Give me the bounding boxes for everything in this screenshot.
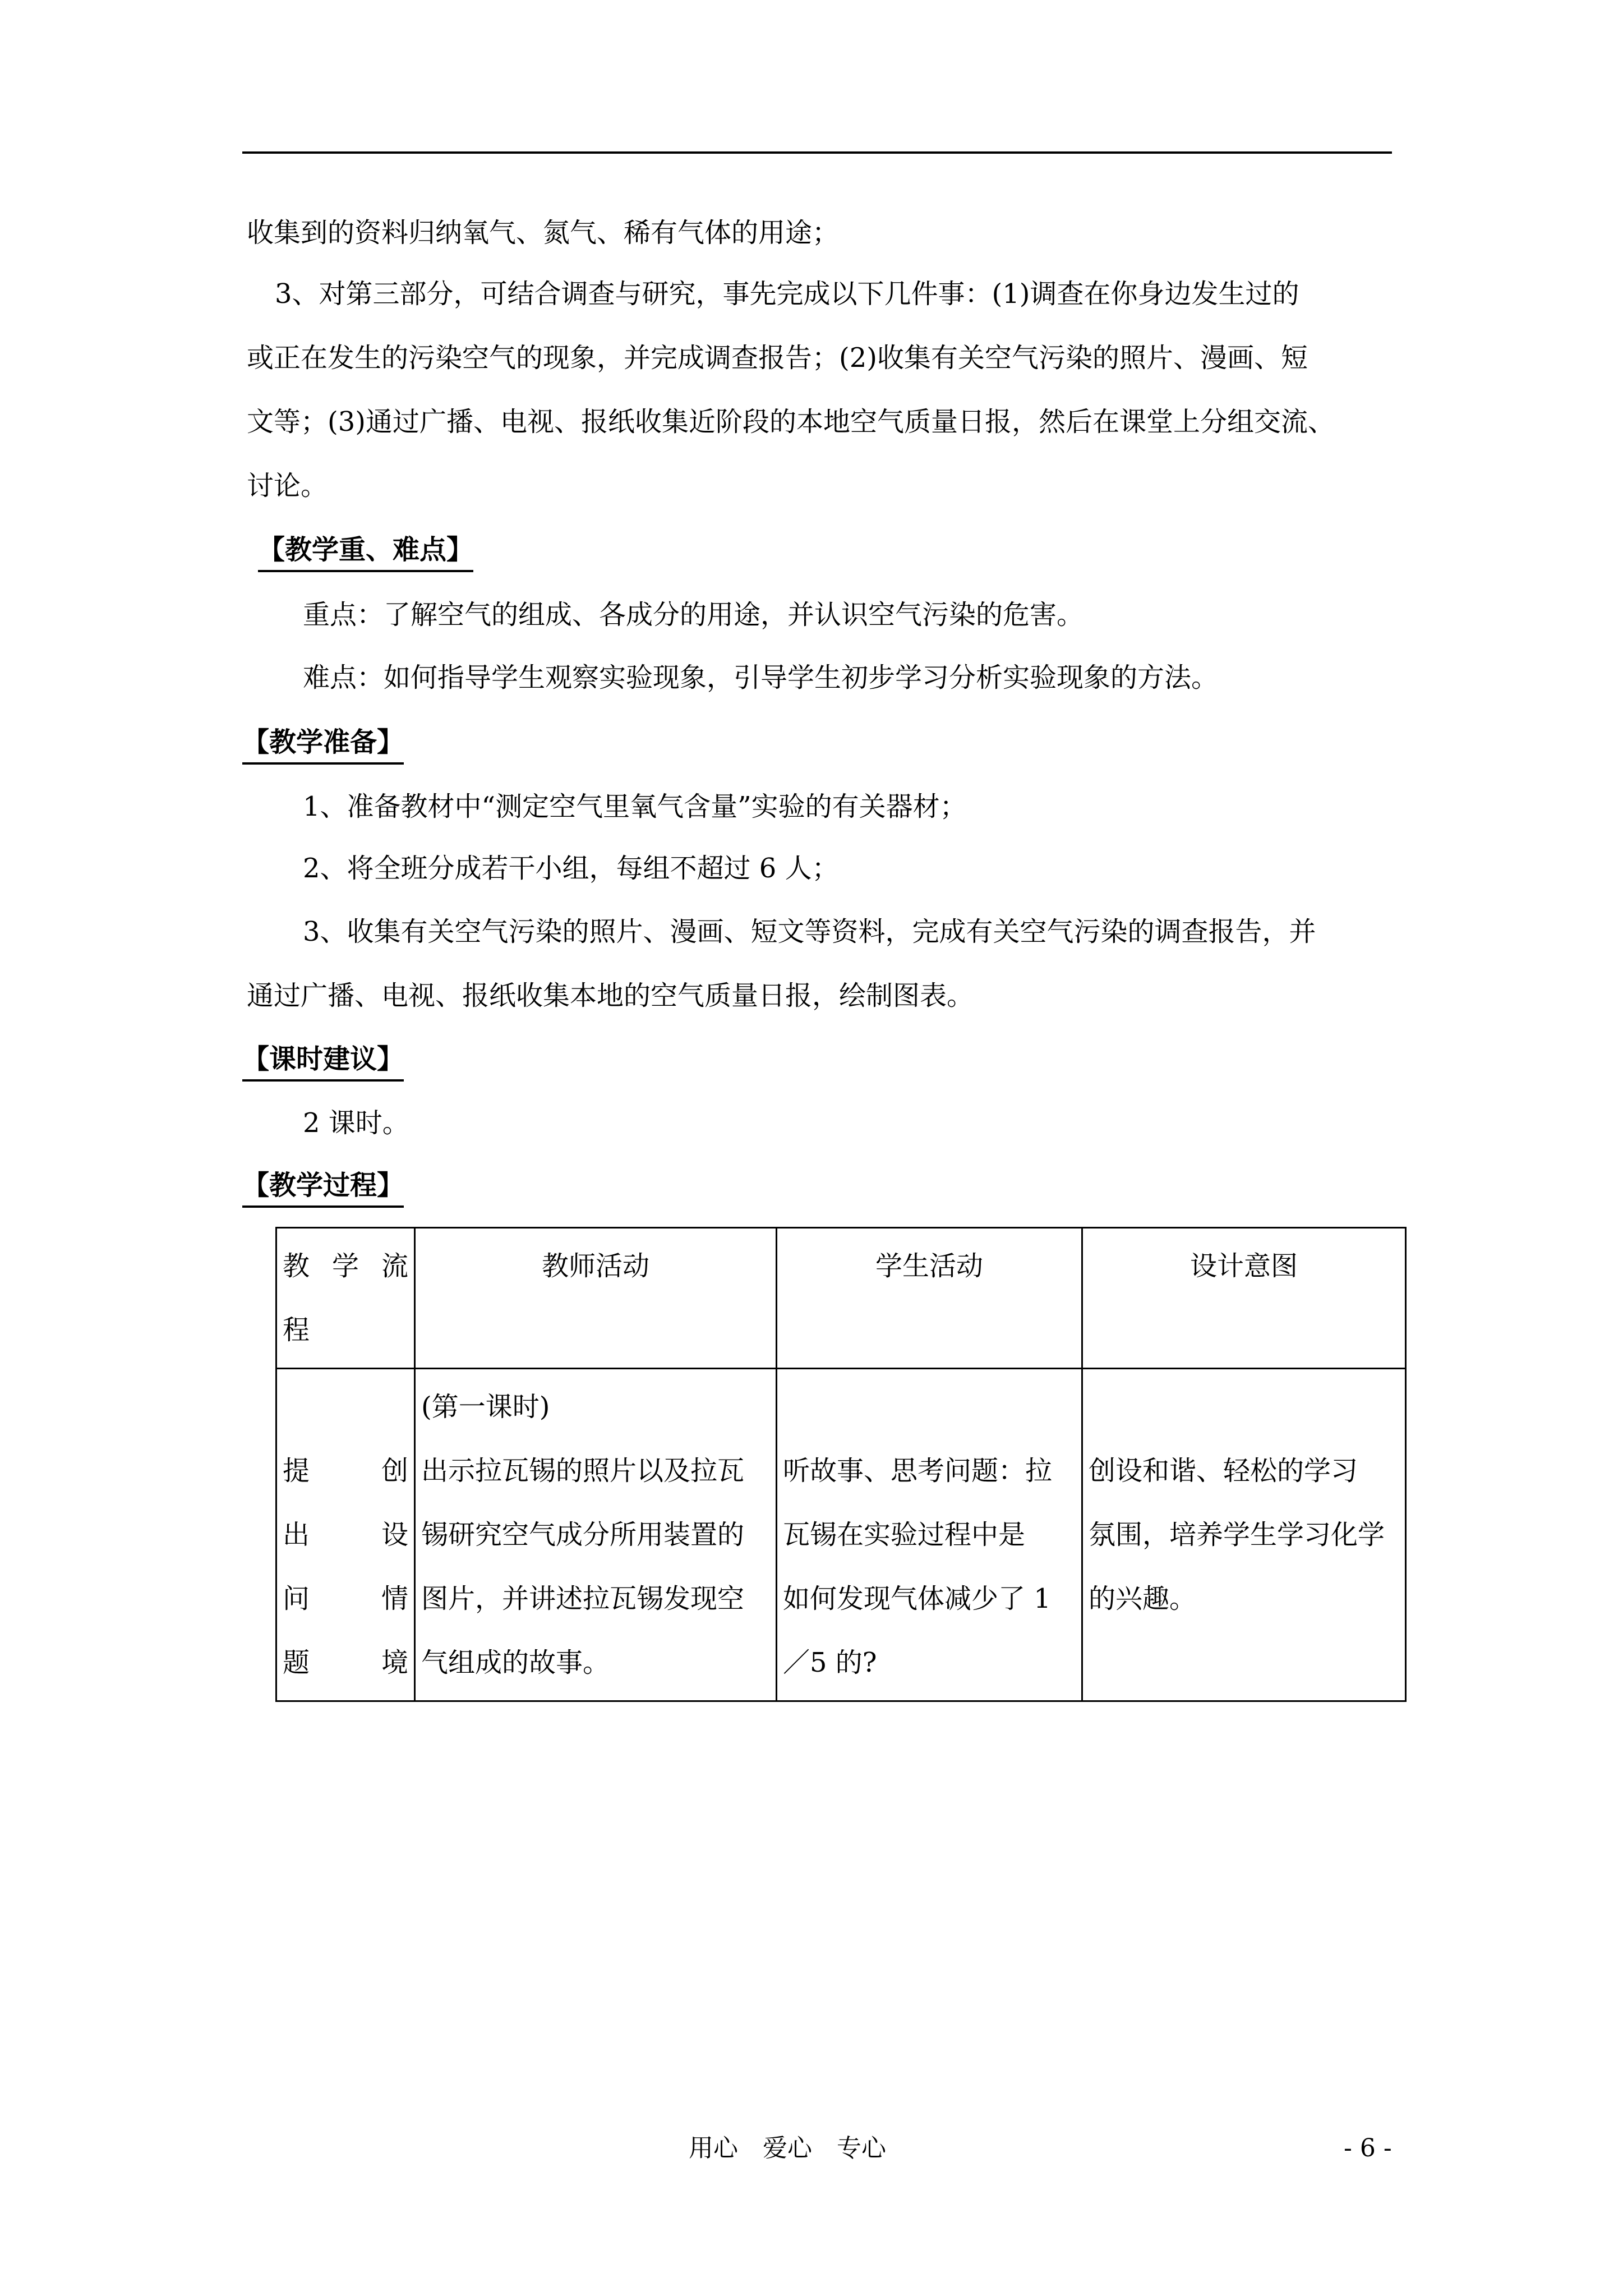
header-flow-line1: 教 学 流 — [283, 1250, 408, 1282]
paragraph-part3-line1: 3、对第三部分，可结合调查与研究，事先完成以下几件事：(1)调查在你身边发生过的 — [275, 278, 1299, 310]
heading-process: 【教学过程】 — [242, 1168, 404, 1208]
hours-text: 2 课时。 — [303, 1107, 409, 1139]
focus-difficulty: 难点：如何指导学生观察实验现象，引导学生初步学习分析实验现象的方法。 — [303, 662, 1219, 693]
heading-hours: 【课时建议】 — [242, 1042, 404, 1082]
prep-item-2: 2、将全班分成若干小组，每组不超过 6 人； — [303, 853, 839, 884]
paragraph-uses: 收集到的资料归纳氧气、氮气、稀有气体的用途； — [247, 217, 840, 249]
flow-col-1: 提 出 问 题 — [283, 1455, 310, 1678]
focus-key: 重点：了解空气的组成、各成分的用途，并认识空气污染的危害。 — [303, 599, 1084, 631]
header-flow-line2: 程 — [283, 1314, 310, 1346]
prep-item-3-line2: 通过广播、电视、报纸收集本地的空气质量日报，绘制图表。 — [247, 980, 974, 1011]
cell-teacher-activity: (第一课时) 出示拉瓦锡的照片以及拉瓦 锡研究空气成分所用装置的 图片，并讲述拉瓦锡发现空 气组成的故事。 — [415, 1369, 777, 1701]
heading-prep: 【教学准备】 — [242, 725, 404, 765]
teaching-process-table — [275, 1227, 1407, 1702]
flow-col-2: 创 设 情 境 — [381, 1455, 408, 1678]
header-student-activity: 学生活动 — [777, 1228, 1082, 1369]
table-row — [276, 1369, 1406, 1701]
page-number: - 6 - — [1344, 2134, 1392, 2162]
paragraph-part3-line4: 讨论。 — [247, 470, 328, 501]
header-rule — [242, 151, 1392, 154]
table-header-row — [276, 1228, 1406, 1369]
header-design-intent: 设计意图 — [1082, 1228, 1406, 1369]
prep-item-3-line1: 3、收集有关空气污染的照片、漫画、短文等资料，完成有关空气污染的调查报告，并 — [303, 916, 1316, 947]
paragraph-part3-line3: 文等；(3)通过广播、电视、报纸收集近阶段的本地空气质量日报，然后在课堂上分组交流、 — [247, 406, 1335, 438]
cell-flow — [276, 1369, 415, 1701]
heading-focus: 【教学重、难点】 — [258, 533, 473, 572]
header-teacher-activity: 教师活动 — [415, 1228, 777, 1369]
paragraph-part3-line2: 或正在发生的污染空气的现象，并完成调查报告；(2)收集有关空气污染的照片、漫画、短 — [247, 342, 1308, 374]
cell-design-intent: 创设和谐、轻松的学习 氛围，培养学生学习化学 的兴趣。 — [1082, 1369, 1406, 1701]
cell-student-activity: 听故事、思考问题：拉 瓦锡在实验过程中是 如何发现气体减少了 1 ／5 的? — [777, 1369, 1082, 1701]
footer-motto: 用心 爱心 专心 — [689, 2134, 886, 2162]
header-flow — [276, 1228, 415, 1369]
prep-item-1: 1、准备教材中“测定空气里氧气含量”实验的有关器材； — [303, 791, 967, 822]
